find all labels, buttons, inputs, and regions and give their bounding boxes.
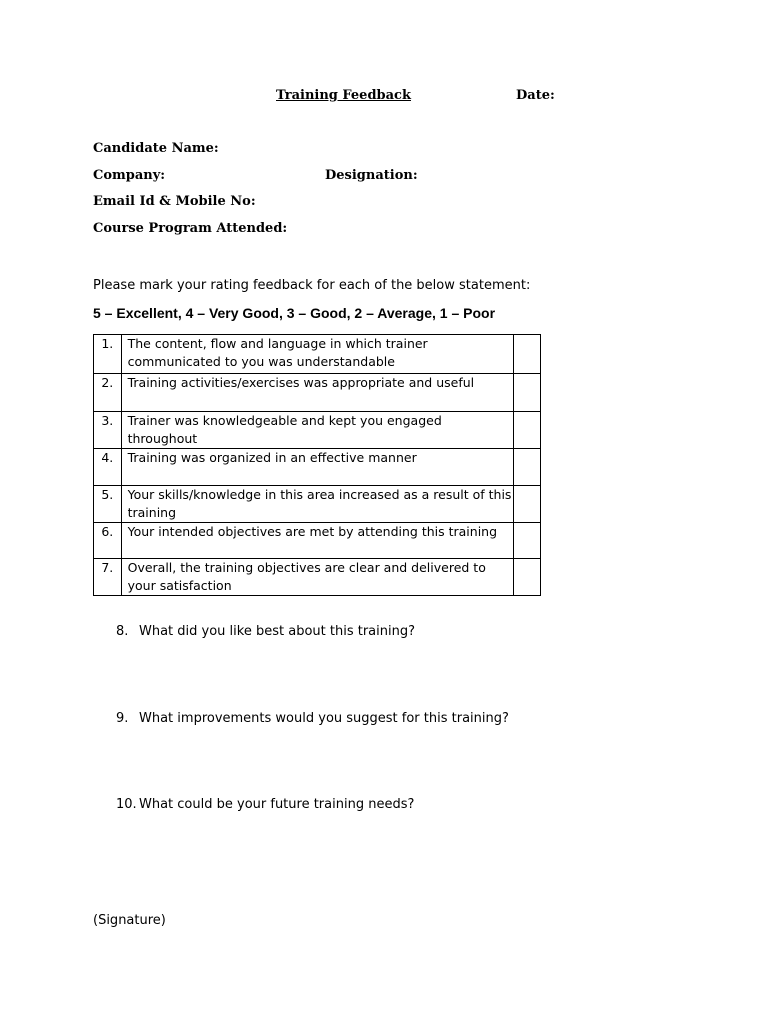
- row-number: 4.: [94, 449, 122, 486]
- rating-box[interactable]: [513, 449, 540, 486]
- candidate-name-label: Candidate Name:: [93, 141, 219, 156]
- question-number: 9.: [116, 711, 129, 726]
- row-number: 2.: [94, 374, 122, 412]
- row-statement: Overall, the training objectives are clear and delivered to your satisfaction: [121, 559, 513, 596]
- table-row: [94, 335, 541, 374]
- table-row: [94, 523, 541, 559]
- email-mobile-label: Email Id & Mobile No:: [93, 194, 256, 209]
- question-10: [116, 797, 414, 812]
- designation-label: Designation:: [325, 168, 418, 183]
- row-statement: Training activities/exercises was appropriate and useful: [121, 374, 513, 412]
- rating-box[interactable]: [513, 486, 540, 523]
- date-label: Date:: [516, 88, 555, 103]
- row-number: 7.: [94, 559, 122, 596]
- rating-box[interactable]: [513, 412, 540, 449]
- row-statement: Trainer was knowledgeable and kept you engaged throughout: [121, 412, 513, 449]
- table-row: [94, 449, 541, 486]
- rating-box[interactable]: [513, 559, 540, 596]
- row-number: 5.: [94, 486, 122, 523]
- rating-box[interactable]: [513, 335, 540, 374]
- table-row: [94, 412, 541, 449]
- row-statement: The content, flow and language in which trainer communicated to you was understandable: [121, 335, 513, 374]
- question-text: What could be your future training needs?: [139, 797, 415, 812]
- rating-table: [93, 334, 541, 596]
- page-title: Training Feedback: [276, 88, 411, 103]
- row-number: 6.: [94, 523, 122, 559]
- question-9: [116, 711, 509, 726]
- question-text: What did you like best about this training?: [139, 624, 415, 639]
- row-number: 3.: [94, 412, 122, 449]
- question-text: What improvements would you suggest for this training?: [139, 711, 509, 726]
- row-statement: Training was organized in an effective manner: [121, 449, 513, 486]
- rating-instructions: Please mark your rating feedback for each of the below statement:: [93, 278, 531, 293]
- row-number: 1.: [94, 335, 122, 374]
- rating-scale: 5 – Excellent, 4 – Very Good, 3 – Good, 2 – Average, 1 – Poor: [93, 305, 496, 321]
- table-row: [94, 559, 541, 596]
- question-8: [116, 624, 415, 639]
- row-statement: Your intended objectives are met by attending this training: [121, 523, 513, 559]
- rating-box[interactable]: [513, 523, 540, 559]
- course-program-label: Course Program Attended:: [93, 221, 288, 236]
- row-statement: Your skills/knowledge in this area increased as a result of this training: [121, 486, 513, 523]
- signature-label: (Signature): [93, 913, 166, 928]
- table-row: [94, 374, 541, 412]
- company-label: Company:: [93, 168, 166, 183]
- question-number: 10.: [116, 797, 137, 812]
- table-row: [94, 486, 541, 523]
- rating-box[interactable]: [513, 374, 540, 412]
- question-number: 8.: [116, 624, 129, 639]
